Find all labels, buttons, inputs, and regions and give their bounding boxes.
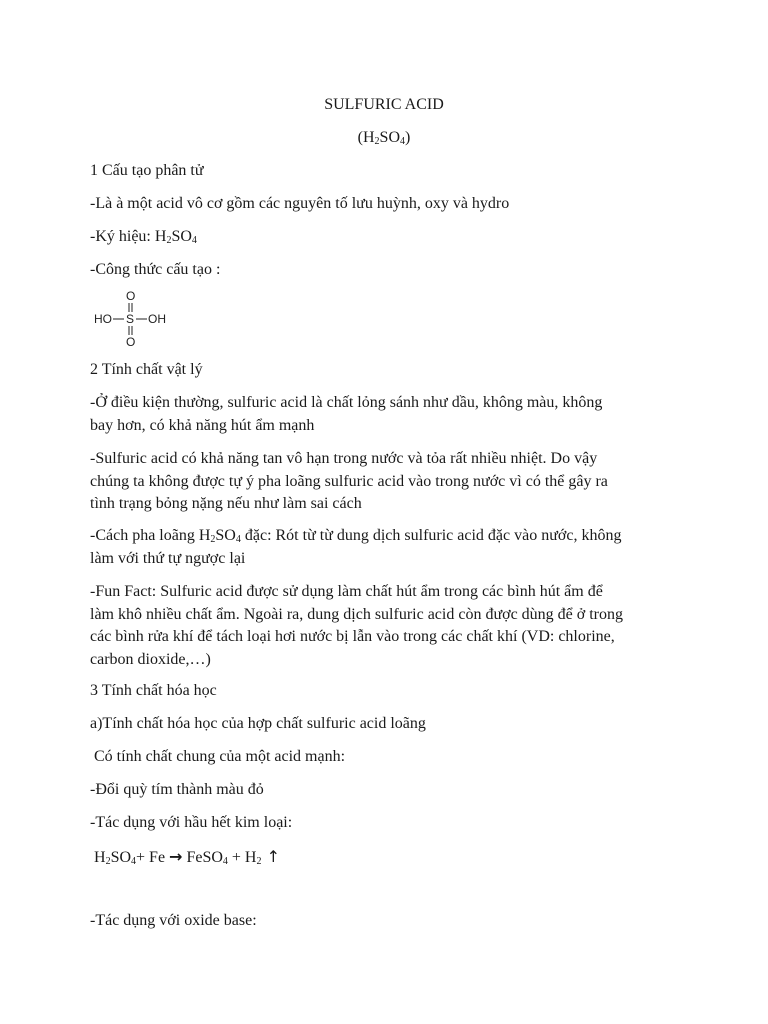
section2-p2-line3: tình trạng bỏng nặng nếu như làm sai cách: [90, 495, 362, 512]
reaction-plus-h: + H: [227, 849, 257, 866]
section2-paragraph2: [90, 448, 690, 516]
section2-p4-line2: làm khô nhiều chất ẩm. Ngoài ra, dung dịch sulfuric acid còn được dùng để ở trong: [90, 605, 624, 623]
structure-label: -Công thức cấu tạo :: [90, 261, 221, 278]
symbol-sub1: 2: [166, 235, 172, 246]
structure-left-hydroxyl: HO: [94, 312, 112, 326]
formula-title-sub1: 2: [374, 136, 380, 147]
reaction-equation: [94, 846, 280, 869]
p3-sub2: 4: [235, 534, 241, 545]
section3-item3: -Tác dụng với oxide base:: [90, 912, 257, 929]
gas-arrow-icon: ↑: [261, 847, 280, 866]
reaction-r1-mid: SO: [110, 849, 132, 866]
p3-mid: SO: [215, 527, 236, 544]
structure-sulfur: S: [126, 312, 135, 326]
section2-p2-line1: -Sulfuric acid có khả năng tan vô hạn trong nước và tỏa rất nhiều nhiệt. Do vậy: [90, 450, 598, 467]
formula-title-mid: SO: [379, 129, 400, 146]
structural-formula-diagram: [92, 288, 182, 348]
section2-p4-line1: -Fun Fact: Sulfuric acid được sử dụng làm chất hút ẩm trong các bình hút ẩm để: [90, 583, 603, 600]
section3-item1: -Đổi quỳ tím thành màu đỏ: [90, 781, 264, 798]
p3-sub1: 2: [210, 534, 216, 545]
section2-p3-line1: [90, 525, 690, 548]
section2-paragraph1: [90, 392, 690, 437]
reaction-arrow-icon: →: [169, 847, 183, 866]
reaction-plus-fe: + Fe: [136, 849, 170, 866]
p3-end: đặc: Rót từ từ dung dịch sulfuric acid đặc vào nước, không: [240, 527, 622, 544]
section1-heading: 1 Cấu tạo phân tử: [90, 162, 204, 179]
reaction-p2-sub: 2: [256, 856, 262, 867]
reaction-r1-sub: 2: [105, 856, 111, 867]
section3-item2: -Tác dụng với hầu hết kim loại:: [90, 814, 293, 831]
symbol-label: -Ký hiệu: H: [90, 228, 167, 245]
formula-title: [0, 127, 768, 149]
reaction-r1-sub2: 4: [131, 856, 137, 867]
section2-p4-line4: carbon dioxide,…): [90, 650, 211, 668]
p3-start: -Cách pha loãng H: [90, 527, 211, 544]
section2-p3-line2: làm với thứ tự ngược lại: [90, 549, 246, 567]
section2-p1-line2: bay hơn, có khả năng hút ẩm mạnh: [90, 416, 315, 434]
section2-p1-line1: -Ở điều kiện thường, sulfuric acid là chất lỏng sánh như dầu, không màu, không: [90, 394, 603, 411]
reaction-p1: FeSO: [182, 849, 223, 866]
section3-sub-a: a)Tính chất hóa học của hợp chất sulfuric acid loãng: [90, 715, 426, 732]
section3-general: Có tính chất chung của một acid mạnh:: [90, 748, 346, 765]
formula-title-close: ): [405, 129, 411, 146]
symbol-line: [90, 226, 197, 248]
reaction-p1-sub: 4: [222, 856, 228, 867]
document-title: [0, 94, 768, 116]
section2-p4-line3: các bình rửa khí để tách loại hơi nước bị lẫn vào trong các chất khí (VD: chlorine,: [90, 628, 615, 645]
structure-top-oxygen: O: [126, 289, 136, 303]
section2-p2-line2: chúng ta không được tự ý pha loãng sulfuric acid vào trong nước vì có thể gây ra: [90, 472, 608, 490]
section3-heading: 3 Tính chất hóa học: [90, 682, 217, 699]
formula-title-open: (H: [357, 129, 375, 146]
section2-heading: 2 Tính chất vật lý: [90, 361, 203, 378]
structure-bottom-oxygen: O: [126, 335, 136, 348]
section2-paragraph4: [90, 581, 690, 671]
formula-title-sub2: 4: [400, 136, 405, 147]
section1-line1: -Là à một acid vô cơ gồm các nguyên tố lưu huỳnh, oxy và hydro: [90, 195, 510, 212]
symbol-sub2: 4: [191, 235, 197, 246]
symbol-mid: SO: [171, 228, 192, 245]
section2-paragraph3: [90, 525, 690, 570]
reaction-r1: H: [94, 849, 106, 866]
structure-right-hydroxyl: OH: [148, 312, 166, 326]
title-text: SULFURIC ACID: [324, 96, 444, 113]
